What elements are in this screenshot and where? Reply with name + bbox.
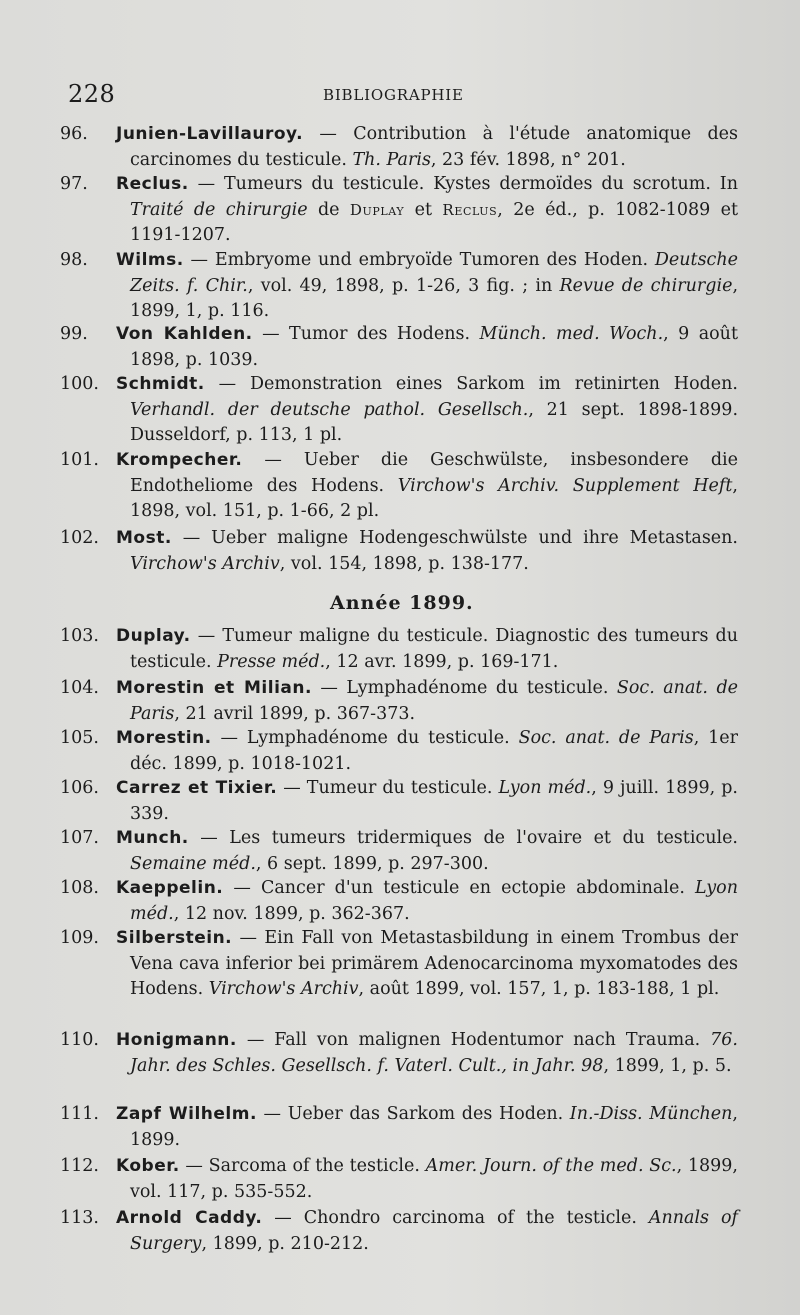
entry-text [116, 676, 738, 727]
entry-text [116, 826, 738, 877]
entry-details: , 21 sept. 1898-1899. Dusseldorf, p. 113, 1 pl. [130, 399, 739, 445]
entry-author: Wilms. [116, 250, 184, 270]
entry-title: — Ueber das Sarkom des Hoden. [256, 1104, 570, 1124]
entry-author: Schmidt. [116, 374, 205, 394]
entry-author: Most. [116, 528, 172, 548]
entry-details: , vol. 154, 1898, p. 138-177. [279, 553, 529, 574]
bibliography-entry [60, 826, 738, 877]
bibliography-entry [60, 448, 738, 525]
entry-number: 108. [60, 878, 99, 898]
bibliography-entry [60, 1154, 738, 1205]
bibliography-entry [60, 726, 738, 777]
entry-text [116, 776, 738, 827]
entry-source: Münch. med. Woch. [479, 324, 664, 344]
entry-editor: Reclus [442, 200, 498, 219]
entry-source: Verhandl. der deutsche pathol. Gesellsch. [130, 399, 529, 420]
entry-source: Semaine méd. [130, 853, 256, 874]
entry-author: Reclus. [116, 174, 189, 194]
entry-author: Junien-Lavillauroy. [116, 124, 304, 144]
entry-title: — Lymphadénome du testicule. [311, 678, 617, 698]
bibliography-entry [60, 172, 738, 249]
entry-text [116, 1028, 738, 1079]
entry-text [116, 372, 738, 449]
entry-title: — Demonstration eines Sarkom im retinirten Hoden. [204, 374, 738, 394]
bibliography-entry [60, 676, 738, 727]
running-head: BIBLIOGRAPHIE [323, 86, 464, 104]
entry-source: Lyon méd. [498, 778, 592, 798]
entry-source: Virchow's Archiv [130, 553, 280, 574]
entry-title: — Contribution à l'étude anatomique des carcinomes du testicule. [130, 124, 738, 170]
entry-author: Von Kahlden. [116, 324, 253, 344]
entry-author: Munch. [116, 828, 189, 848]
entry-text [116, 322, 738, 373]
entry-number: 106. [60, 778, 99, 798]
bibliography-entry [60, 372, 738, 449]
bibliography-entry [60, 624, 738, 675]
entry-title: — Ueber maligne Hodengeschwülste und ihre Metastasen. [171, 528, 738, 548]
entry-title: — Embryome und embryoïde Tumoren des Hoden. [183, 250, 655, 270]
bibliography-entry [60, 926, 738, 1003]
entry-number: 100. [60, 374, 99, 394]
entry-author: Zapf Wilhelm. [116, 1104, 257, 1124]
entry-number: 109. [60, 928, 99, 948]
entry-details: , 23 fév. 1898, n° 201. [430, 149, 626, 170]
entry-text [116, 526, 738, 577]
entry-source: Deutsche Zeits. f. Chir. [130, 250, 738, 296]
entry-number: 110. [60, 1030, 99, 1050]
entry-number: 107. [60, 828, 99, 848]
entry-number: 104. [60, 678, 99, 698]
entry-source: Virchow's Archiv. Supplement Heft [397, 475, 733, 496]
entry-source: In.-Diss. München [569, 1104, 733, 1124]
bibliography-entry [60, 1028, 738, 1079]
bibliography-entry [60, 776, 738, 827]
bibliography-entry [60, 322, 738, 373]
entry-title: — Fall von malignen Hodentumor nach Trauma. [236, 1030, 711, 1050]
entry-details: , 1898, vol. 151, p. 1-66, 2 pl. [130, 475, 738, 521]
entry-source: Soc. anat. de Paris [518, 728, 694, 748]
entry-details: , 1899, vol. 117, p. 535-552. [130, 1156, 738, 1202]
entry-details: , 12 nov. 1899, p. 362-367. [173, 903, 410, 924]
bibliography-entry [60, 1102, 738, 1153]
entry-source: Lyon méd. [130, 878, 738, 924]
entry-text [116, 122, 738, 173]
entry-number: 99. [60, 324, 88, 344]
page-header [68, 80, 748, 110]
entry-author: Morestin. [116, 728, 212, 748]
entry-details: , 21 avril 1899, p. 367-373. [174, 703, 416, 724]
entry-connector: et [404, 199, 443, 220]
entry-author: Silberstein. [116, 928, 233, 948]
bibliography-entry [60, 122, 738, 173]
entry-title: — Les tumeurs tridermiques de l'ovaire et du testicule. [188, 828, 738, 848]
entry-details: , août 1899, vol. 157, 1, p. 183-188, 1 pl. [358, 979, 720, 999]
entry-number: 97. [60, 174, 88, 194]
entry-details: , 1899, 1, p. 5. [603, 1055, 732, 1076]
entry-source: Th. Paris [352, 149, 431, 170]
section-heading: Année 1899. [330, 592, 474, 614]
entry-source: Annals of Surgery [130, 1208, 738, 1254]
entry-author: Duplay. [116, 626, 191, 646]
entry-source: Amer. Journ. of the med. Sc. [425, 1156, 677, 1176]
entry-number: 98. [60, 250, 88, 270]
entry-author: Krompecher. [116, 450, 243, 470]
entry-text [116, 624, 738, 675]
entry-details: , 9 août 1898, p. 1039. [130, 324, 738, 370]
entry-connector: de [307, 199, 350, 220]
entry-details: , vol. 49, 1898, p. 1-26, 3 fig. ; in [247, 275, 560, 296]
bibliography-entry [60, 248, 738, 325]
entry-title: — Chondro carcinoma of the testicle. [262, 1208, 649, 1228]
entry-text [116, 1206, 738, 1257]
entry-details: , 1899, p. 210-212. [201, 1233, 369, 1254]
entry-number: 105. [60, 728, 99, 748]
entry-number: 111. [60, 1104, 99, 1124]
entry-source: Presse méd. [217, 651, 326, 672]
bibliography-entry [60, 1206, 738, 1257]
entry-title: — Ueber die Geschwülste, insbesondere die Endotheliome des Hodens. [130, 450, 738, 496]
entry-text [116, 248, 738, 325]
entry-number: 113. [60, 1208, 99, 1228]
entry-details: , 12 avr. 1899, p. 169-171. [325, 651, 559, 672]
entry-details: , 2e éd., p. 1082-1089 et 1191-1207. [130, 199, 739, 245]
page-number: 228 [68, 80, 116, 108]
bibliography-entry [60, 526, 738, 577]
entry-text [116, 172, 738, 249]
entry-author: Honigmann. [116, 1030, 237, 1050]
entry-details: , 1899. [130, 1104, 738, 1150]
entry-title: — Ein Fall von Metastasbildung in einem Trombus der Vena cava inferior bei primärem Adenocarcinoma myxomatodes des Hodens. [130, 928, 738, 999]
entry-title: — Tumeurs du testicule. Kystes dermoïdes du scrotum. In [188, 174, 738, 194]
entry-number: 112. [60, 1156, 99, 1176]
entry-source: Virchow's Archiv [208, 979, 359, 999]
entry-number: 101. [60, 450, 99, 470]
bibliography-entry [60, 876, 738, 927]
entry-text [116, 726, 738, 777]
entry-author: Kaeppelin. [116, 878, 224, 898]
entry-number: 96. [60, 124, 88, 144]
entry-title: — Lymphadénome du testicule. [211, 728, 519, 748]
entry-title: — Sarcoma of the testicle. [179, 1156, 426, 1176]
entry-author: Morestin et Milian. [116, 678, 312, 698]
entry-editor: Duplay [349, 200, 405, 219]
entry-text [116, 926, 738, 1003]
entry-author: Arnold Caddy. [116, 1208, 263, 1228]
entry-details: , 6 sept. 1899, p. 297-300. [255, 853, 489, 874]
entry-source: Soc. anat. de Paris [130, 678, 739, 724]
entry-text [116, 1102, 738, 1153]
entry-title: — Tumor des Hodens. [252, 324, 480, 344]
entry-author: Kober. [116, 1156, 180, 1176]
entry-number: 103. [60, 626, 99, 646]
entry-source: Traité de chirurgie [130, 199, 308, 220]
entry-text [116, 876, 738, 927]
entry-title: — Cancer d'un testicule en ectopie abdominale. [223, 878, 695, 898]
entry-author: Carrez et Tixier. [116, 778, 278, 798]
entry-title: — Tumeur maligne du testicule. Diagnostic des tumeurs du testicule. [130, 626, 738, 672]
entry-details: , 1er déc. 1899, p. 1018-1021. [130, 728, 739, 774]
entry-title: — Tumeur du testicule. [277, 778, 499, 798]
entry-text [116, 1154, 738, 1205]
entry-number: 102. [60, 528, 99, 548]
entry-details: , 9 juill. 1899, p. 339. [130, 778, 738, 824]
entry-source: Revue de chirurgie [559, 275, 733, 296]
entry-text [116, 448, 738, 525]
entry-details: , 1899, 1, p. 116. [130, 275, 739, 321]
entry-source: 76. Jahr. des Schles. Gesellsch. f. Vaterl. Cult., in Jahr. 98 [130, 1030, 738, 1076]
